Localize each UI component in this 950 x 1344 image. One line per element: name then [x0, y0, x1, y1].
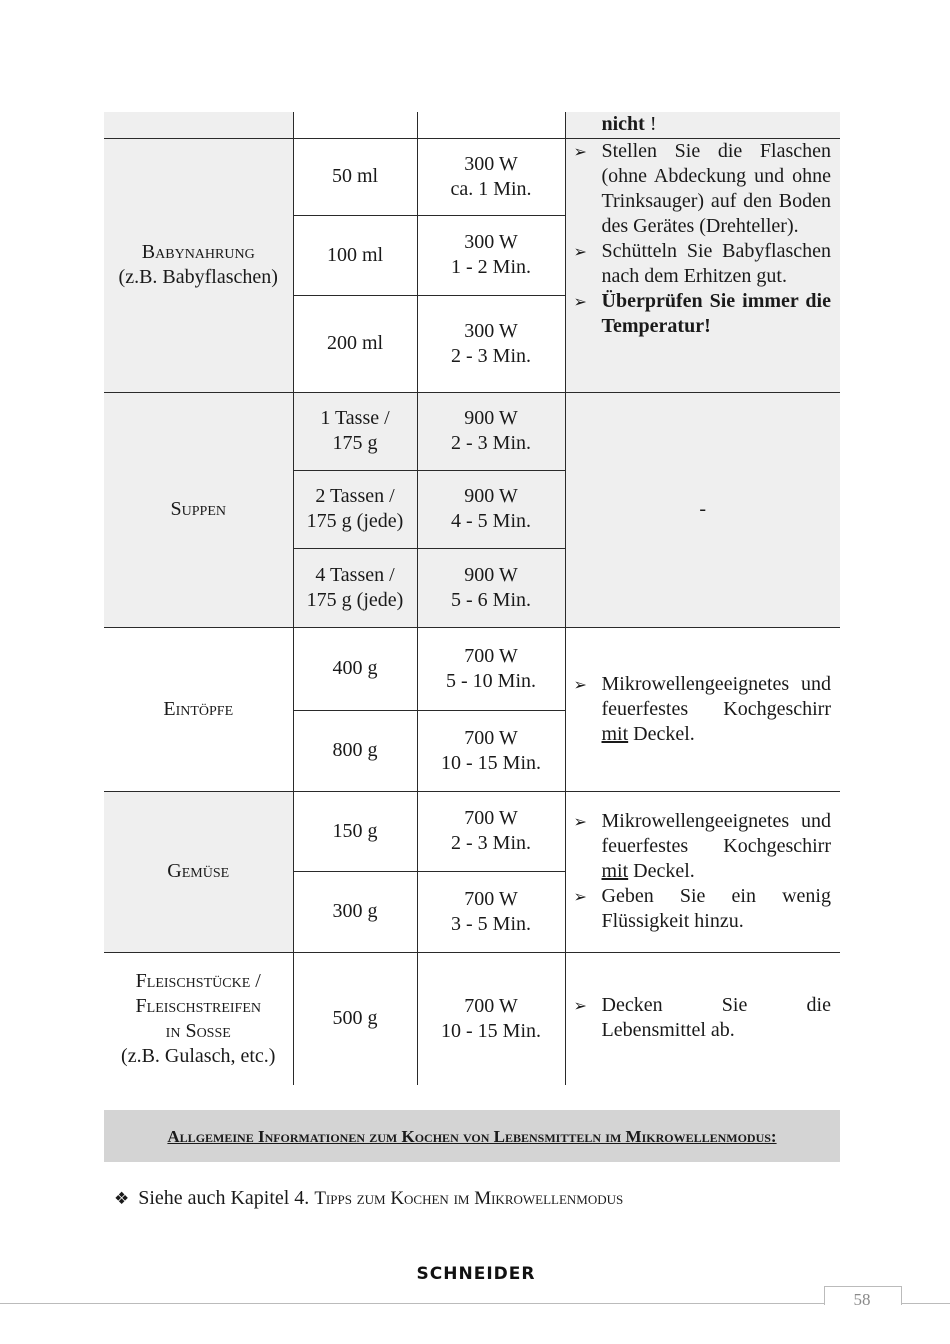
carryover-category-cell: [104, 112, 293, 138]
notes-suppen: -: [565, 392, 840, 627]
carryover-note-cell: nicht !: [565, 112, 840, 138]
cooking-table: [104, 112, 840, 1085]
info-heading-bar: [104, 1110, 840, 1162]
amount-cell: 800 g: [293, 710, 417, 791]
list-item: ➢ Stellen Sie die Flaschen (ohne Abdeckung und ohne Trinksauger) auf den Boden des Gerätes (Drehteller).: [573, 139, 831, 237]
arrow-bullet-icon: ➢: [573, 995, 587, 1015]
carryover-amount-cell: [293, 112, 417, 138]
time-cell: 300 W ca. 1 Min.: [417, 138, 565, 215]
amount-cell: 1 Tasse / 175 g: [293, 392, 417, 470]
amount-cell: 4 Tassen / 175 g (jede): [293, 548, 417, 627]
carryover-note-text: nicht: [601, 113, 645, 136]
see-also-prefix: Siehe auch Kapitel 4.: [138, 1187, 310, 1209]
time-cell: 300 W 2 - 3 Min.: [417, 295, 565, 392]
diamond-bullet-icon: ❖: [114, 1189, 130, 1209]
time-cell: 300 W 1 - 2 Min.: [417, 215, 565, 295]
list-item: ➢ Decken Sie die Lebensmittel ab.: [573, 993, 831, 1041]
arrow-bullet-icon: ➢: [573, 241, 587, 261]
arrow-bullet-icon: ➢: [573, 674, 587, 694]
category-eintoepfe: Eintöpfe: [104, 627, 293, 791]
time-cell: 700 W 2 - 3 Min.: [417, 791, 565, 871]
category-fleisch: Fleischstücke / Fleischstreifen in Soße (z.B. Gulasch, etc.): [104, 952, 293, 1085]
arrow-bullet-icon: ➢: [573, 812, 587, 831]
time-cell: 900 W 4 - 5 Min.: [417, 470, 565, 548]
list-item: ➢ Mikrowellengeeignetes und feuerfestes Kochgeschirr mit Deckel.: [573, 672, 831, 745]
category-babynahrung: Babynahrung (z.B. Babyflaschen): [104, 138, 293, 392]
page-number: 58: [853, 1290, 871, 1309]
amount-cell: 100 ml: [293, 215, 417, 295]
see-also-reference: Tipps zum Kochen im Mikrowellenmodus: [314, 1188, 624, 1209]
category-gemuese: Gemüse: [104, 791, 293, 952]
time-cell: 900 W 2 - 3 Min.: [417, 392, 565, 470]
notes-gemuese: [565, 791, 840, 952]
arrow-bullet-icon: ➢: [573, 141, 587, 161]
list-item: ➢ Überprüfen Sie immer die Temperatur!: [573, 289, 831, 337]
notes-fleisch: [565, 952, 840, 1085]
notes-babynahrung: [565, 138, 840, 392]
list-item: ➢ Geben Sie ein wenig Flüssigkeit hinzu.: [573, 885, 831, 932]
amount-cell: 500 g: [293, 952, 417, 1085]
category-suppen: Suppen: [104, 392, 293, 627]
arrow-bullet-icon: ➢: [573, 291, 587, 311]
list-item: ➢ Mikrowellengeeignetes und feuerfestes Kochgeschirr mit Deckel.: [573, 810, 831, 882]
notes-eintoepfe: [565, 627, 840, 791]
see-also-line: [114, 1186, 623, 1212]
amount-cell: 400 g: [293, 627, 417, 710]
time-cell: 700 W 10 - 15 Min.: [417, 710, 565, 791]
amount-cell: 2 Tassen / 175 g (jede): [293, 470, 417, 548]
brand-logo: SCHNEIDER: [416, 1264, 536, 1284]
amount-cell: 50 ml: [293, 138, 417, 215]
time-cell: 900 W 5 - 6 Min.: [417, 548, 565, 627]
time-cell: 700 W 5 - 10 Min.: [417, 627, 565, 710]
footer-divider: [0, 1303, 950, 1304]
time-cell: 700 W 3 - 5 Min.: [417, 871, 565, 952]
info-heading: Allgemeine Informationen zum Kochen von Lebensmitteln im Mikrowellenmodus:: [167, 1126, 777, 1146]
amount-cell: 300 g: [293, 871, 417, 952]
amount-cell: 200 ml: [293, 295, 417, 392]
amount-cell: 150 g: [293, 791, 417, 871]
list-item: ➢ Schütteln Sie Babyflaschen nach dem Erhitzen gut.: [573, 239, 831, 287]
carryover-time-cell: [417, 112, 565, 138]
arrow-bullet-icon: ➢: [573, 887, 587, 906]
time-cell: 700 W 10 - 15 Min.: [417, 952, 565, 1085]
